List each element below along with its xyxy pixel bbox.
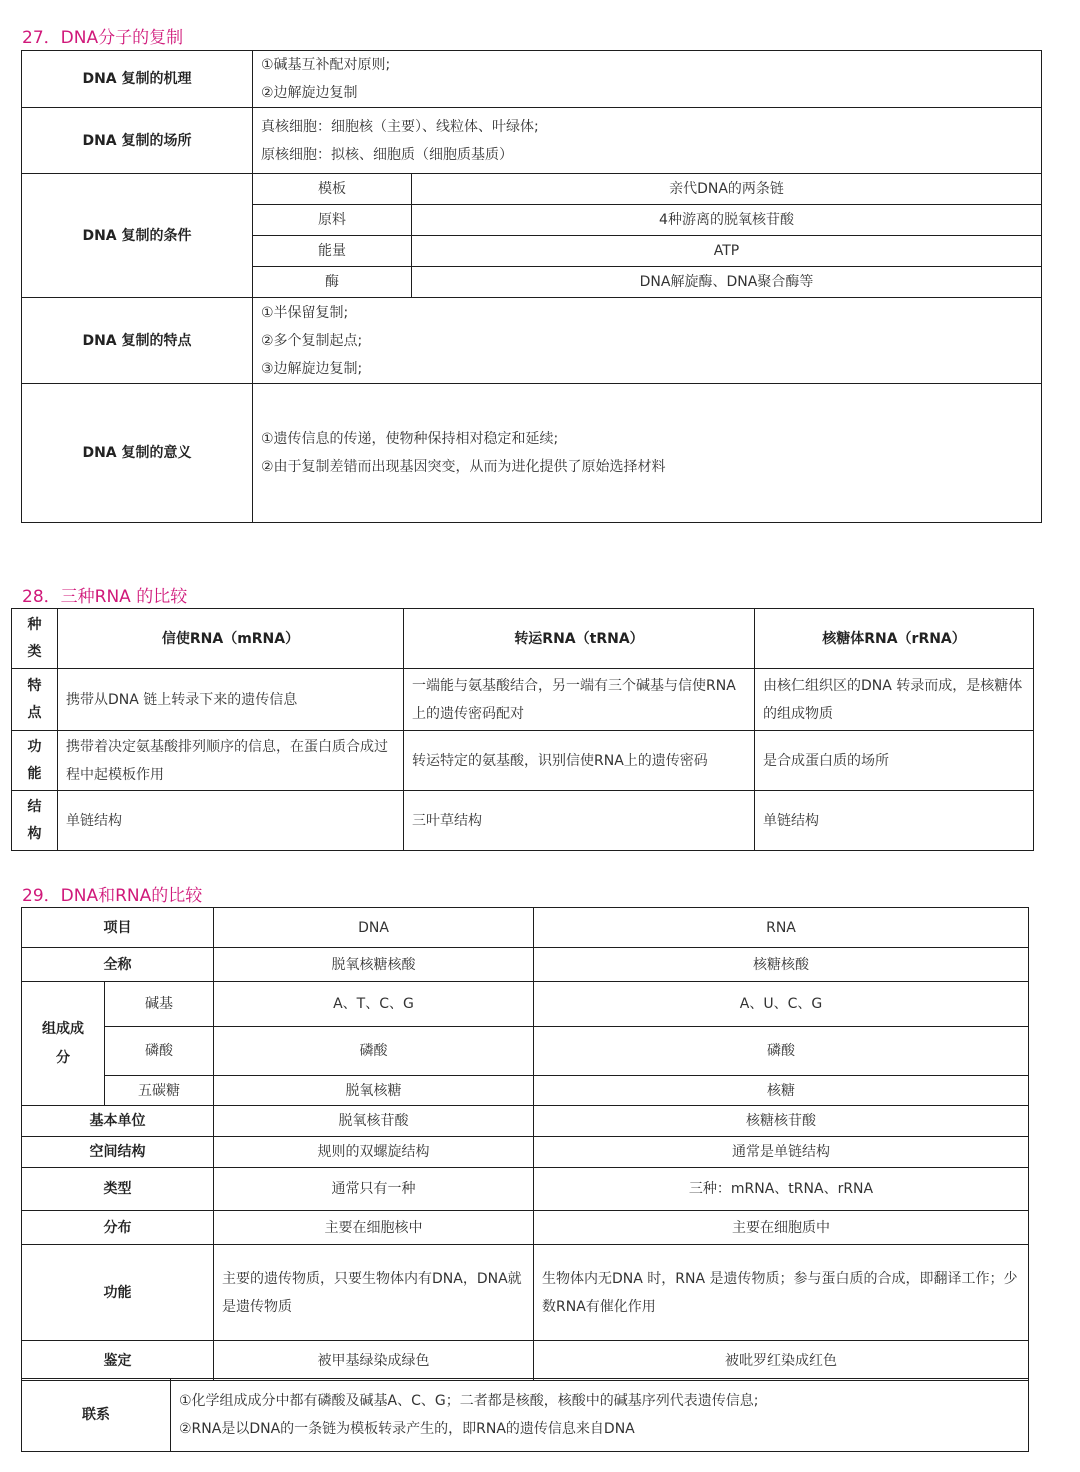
mrna-header: 信使RNA（mRNA） <box>58 609 404 669</box>
rrna-header: 核糖体RNA（rRNA） <box>755 609 1034 669</box>
dna-replication-table <box>21 50 1042 523</box>
cmp-row-fullname <box>22 948 1029 982</box>
dna-value: 脱氧核苷酸 <box>214 1106 534 1137</box>
dna-value: A、T、C、G <box>214 982 534 1027</box>
significance-line-2: ②由于复制差错而出现基因突变，从而为进化提供了原始选择材料 <box>261 459 666 475</box>
row-mechanism <box>22 51 1042 108</box>
rna-value <box>534 1245 1029 1341</box>
site-line-1: 真核细胞：细胞核（主要）、线粒体、叶绿体; <box>261 118 539 135</box>
row-key <box>12 731 58 791</box>
row-significance <box>22 384 1042 523</box>
sub-label: 碱基 <box>105 982 214 1027</box>
condition-key: 模板 <box>253 174 412 205</box>
row-label: 功能 <box>22 1245 214 1341</box>
row-label: 类型 <box>22 1168 214 1211</box>
row-key-char: 能 <box>27 765 42 782</box>
condition-label: DNA 复制的条件 <box>22 174 253 298</box>
mechanism-label: DNA 复制的机理 <box>22 51 253 108</box>
sub-label: 五碳糖 <box>105 1076 214 1106</box>
dna-value: 通常只有一种 <box>214 1168 534 1211</box>
rrna-cell <box>755 731 1034 791</box>
cmp-header-row <box>22 908 1029 948</box>
relation-line-1: ①化学组成成分中都有磷酸及碱基A、C、G；二者都是核酸，核酸中的碱基序列代表遗传信息; <box>179 1393 759 1409</box>
relation-line-2: ②RNA是以DNA的一条链为模板转录产生的，即RNA的遗传信息来自DNA <box>179 1421 635 1437</box>
dna-value: 脱氧核糖 <box>214 1076 534 1106</box>
rna-header-row <box>12 609 1034 669</box>
rna-value: 主要在细胞质中 <box>534 1211 1029 1245</box>
cmp-row-distribution <box>22 1211 1029 1245</box>
condition-value: ATP <box>412 236 1042 267</box>
cmp-row-space <box>22 1137 1029 1168</box>
relation-content <box>171 1379 1029 1452</box>
condition-value: 亲代DNA的两条链 <box>412 174 1042 205</box>
cmp-row-identification <box>22 1341 1029 1381</box>
section-29-heading: 29．DNA和RNA的比较 <box>22 886 203 906</box>
row-label: 全称 <box>22 948 214 982</box>
features-content <box>253 298 1042 384</box>
category-char-2: 类 <box>27 643 42 660</box>
row-site <box>22 108 1042 174</box>
rrna-cell <box>755 669 1034 731</box>
section-27-heading: 27．DNA分子的复制 <box>22 28 184 48</box>
cmp-row-pentose <box>22 1076 1029 1106</box>
features-line-1: ①半保留复制; <box>261 304 349 321</box>
cell-text: 由核仁组织区的DNA 转录而成，是核糖体的组成物质 <box>763 677 1023 722</box>
mechanism-line-1: ①碱基互补配对原则; <box>261 57 391 73</box>
rna-value: 被吡罗红染成红色 <box>534 1341 1029 1381</box>
row-key-char: 结 <box>27 798 42 815</box>
mrna-cell <box>58 669 404 731</box>
cmp-row-function <box>22 1245 1029 1341</box>
cell-text: 三叶草结构 <box>412 812 482 829</box>
mrna-cell <box>58 791 404 851</box>
trna-header: 转运RNA（tRNA） <box>404 609 755 669</box>
dna-header: DNA <box>214 908 534 948</box>
cell-text: 携带着决定氨基酸排列顺序的信息，在蛋白质合成过程中起模板作用 <box>66 738 388 783</box>
significance-label: DNA 复制的意义 <box>22 384 253 523</box>
condition-key: 酶 <box>253 267 412 298</box>
dna-value: 主要在细胞核中 <box>214 1211 534 1245</box>
row-label: 鉴定 <box>22 1341 214 1381</box>
site-label: DNA 复制的场所 <box>22 108 253 174</box>
site-line-2: 原核细胞：拟核、细胞质（细胞质基质） <box>261 146 513 163</box>
rna-header: RNA <box>534 908 1029 948</box>
site-content <box>253 108 1042 174</box>
cmp-row-base <box>22 982 1029 1027</box>
trna-cell <box>404 791 755 851</box>
row-condition-template <box>22 174 1042 205</box>
rna-value: 核糖 <box>534 1076 1029 1106</box>
row-key-char: 点 <box>27 704 42 721</box>
condition-value: DNA解旋酶、DNA聚合酶等 <box>412 267 1042 298</box>
mechanism-content <box>253 51 1042 108</box>
cell-text: 携带从DNA 链上转录下来的遗传信息 <box>66 691 298 708</box>
row-label: 空间结构 <box>22 1137 214 1168</box>
rna-value: A、U、C、G <box>534 982 1029 1027</box>
dna-function-text: 主要的遗传物质，只要生物体内有DNA，DNA就是遗传物质 <box>222 1270 522 1315</box>
cell-text: 一端能与氨基酸结合，另一端有三个碱基与信使RNA上的遗传密码配对 <box>412 677 736 722</box>
rna-value: 三种：mRNA、tRNA、rRNA <box>534 1168 1029 1211</box>
row-key-char: 构 <box>27 825 42 842</box>
condition-value: 4种游离的脱氧核苷酸 <box>412 205 1042 236</box>
significance-content <box>253 384 1042 523</box>
section-28-heading: 28．三种RNA 的比较 <box>22 587 188 607</box>
rna-function-text: 生物体内无DNA 时，RNA 是遗传物质；参与蛋白质的合成，即翻译工作；少数RNA有催化作用 <box>542 1270 1018 1315</box>
rna-types-table <box>11 608 1034 851</box>
dna-value: 被甲基绿染成绿色 <box>214 1341 534 1381</box>
rna-value: 磷酸 <box>534 1027 1029 1076</box>
condition-key: 原料 <box>253 205 412 236</box>
row-label: 基本单位 <box>22 1106 214 1137</box>
rna-value: 核糖核苷酸 <box>534 1106 1029 1137</box>
mrna-cell <box>58 731 404 791</box>
cell-text: 是合成蛋白质的场所 <box>763 752 889 769</box>
condition-key: 能量 <box>253 236 412 267</box>
composition-label-text: 组成成分 <box>42 1020 84 1066</box>
row-key <box>12 669 58 731</box>
cell-text: 单链结构 <box>66 812 122 829</box>
dna-value: 规则的双螺旋结构 <box>214 1137 534 1168</box>
trna-cell <box>404 731 755 791</box>
dna-value: 脱氧核糖核酸 <box>214 948 534 982</box>
row-features <box>22 298 1042 384</box>
dna-rna-comparison-table <box>21 907 1029 1381</box>
cmp-row-type <box>22 1168 1029 1211</box>
significance-line-1: ①遗传信息的传递，使物种保持相对稳定和延续; <box>261 431 559 447</box>
mechanism-line-2: ②边解旋边复制 <box>261 85 358 101</box>
rna-row-structure <box>12 791 1034 851</box>
dna-value: 磷酸 <box>214 1027 534 1076</box>
rrna-cell <box>755 791 1034 851</box>
features-line-3: ③边解旋边复制; <box>261 360 363 377</box>
cmp-row-unit <box>22 1106 1029 1137</box>
rna-value: 核糖核酸 <box>534 948 1029 982</box>
rna-value: 通常是单链结构 <box>534 1137 1029 1168</box>
sub-label: 磷酸 <box>105 1027 214 1076</box>
cell-text: 转运特定的氨基酸，识别信使RNA上的遗传密码 <box>412 752 708 769</box>
trna-cell <box>404 669 755 731</box>
relation-label: 联系 <box>22 1379 171 1452</box>
rna-row-function <box>12 731 1034 791</box>
rna-row-characteristics <box>12 669 1034 731</box>
cell-text: 单链结构 <box>763 812 819 829</box>
features-label: DNA 复制的特点 <box>22 298 253 384</box>
dna-rna-relation-table <box>21 1378 1029 1452</box>
features-line-2: ②多个复制起点; <box>261 332 363 349</box>
item-header: 项目 <box>22 908 214 948</box>
row-label: 分布 <box>22 1211 214 1245</box>
row-key <box>12 791 58 851</box>
row-key-char: 功 <box>27 738 42 755</box>
rna-header-category <box>12 609 58 669</box>
composition-label <box>22 982 105 1106</box>
row-key-char: 特 <box>27 677 42 694</box>
category-char-1: 种 <box>27 616 42 633</box>
cmp-row-phosphate <box>22 1027 1029 1076</box>
cmp-row-relation <box>22 1379 1029 1452</box>
dna-value <box>214 1245 534 1341</box>
